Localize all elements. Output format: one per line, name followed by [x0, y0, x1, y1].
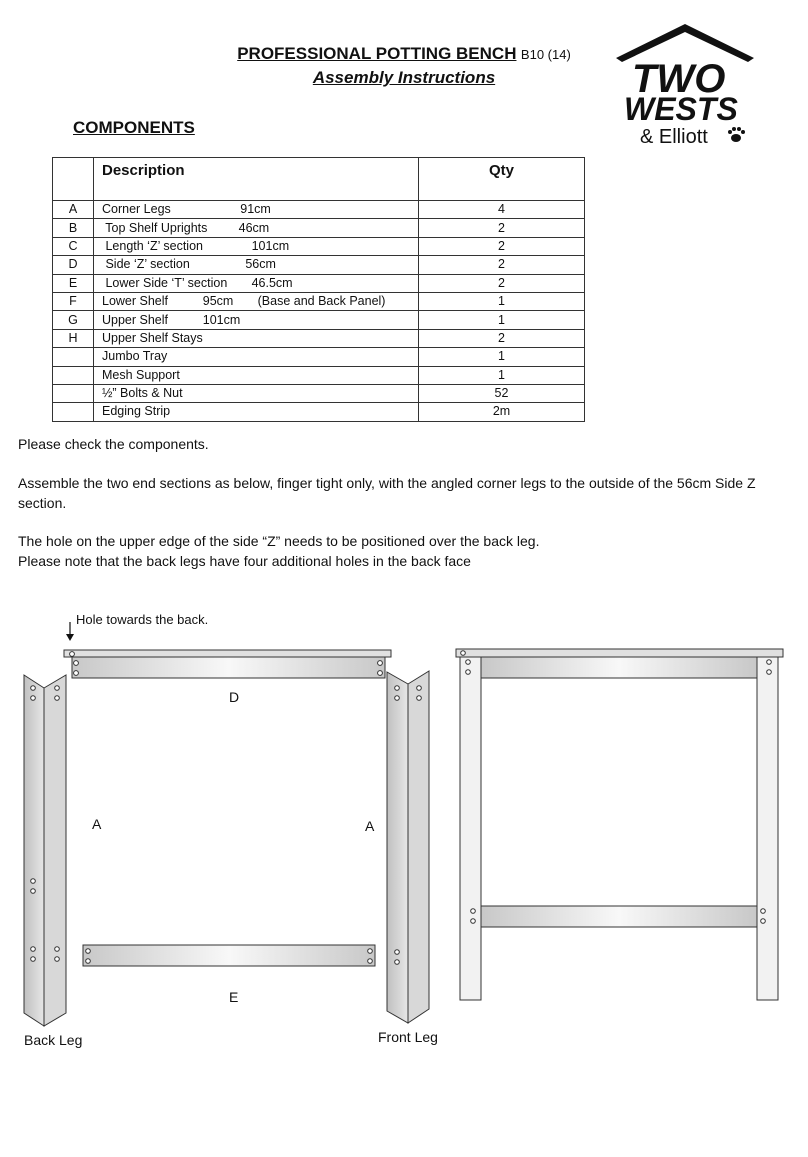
component-qty: 2 [419, 256, 585, 274]
lower-side-t-section-e [83, 945, 375, 966]
brand-logo [612, 22, 758, 150]
product-code: B10 (14) [520, 47, 571, 62]
instruction-hole: The hole on the upper edge of the side “Z” needs to be positioned over the back leg. [18, 533, 540, 549]
component-letter [53, 403, 94, 421]
component-description: Upper Shelf Stays [94, 329, 419, 347]
logo-text-wests: WESTS [624, 91, 738, 127]
table-row [53, 219, 585, 237]
table-row [53, 366, 585, 384]
component-letter: G [53, 311, 94, 329]
label-a-left: A [92, 816, 102, 832]
component-qty: 1 [419, 348, 585, 366]
component-qty: 2 [419, 237, 585, 255]
components-table-body [53, 201, 585, 422]
back-leg-label: Back Leg [24, 1032, 83, 1048]
document-subtitle: Assembly Instructions [312, 68, 496, 87]
component-letter: C [53, 237, 94, 255]
component-description: Top Shelf Uprights 46cm [94, 219, 419, 237]
label-d: D [229, 689, 240, 705]
component-qty: 2m [419, 403, 585, 421]
assembled-end-section [456, 649, 783, 1000]
side-z-section-d [64, 650, 391, 678]
table-row [53, 384, 585, 402]
component-description: Lower Side ‘T’ section 46.5cm [94, 274, 419, 292]
component-qty: 1 [419, 366, 585, 384]
front-leg-label: Front Leg [378, 1029, 438, 1045]
table-row [53, 274, 585, 292]
component-letter: H [53, 329, 94, 347]
hole-note-arrow [66, 622, 74, 641]
component-description: ½” Bolts & Nut [94, 384, 419, 402]
component-letter: F [53, 292, 94, 310]
component-description: Corner Legs 91cm [94, 201, 419, 219]
table-row [53, 292, 585, 310]
hole-note-label: Hole towards the back. [76, 612, 209, 627]
component-qty: 52 [419, 384, 585, 402]
component-qty: 2 [419, 274, 585, 292]
component-qty: 1 [419, 311, 585, 329]
table-row [53, 403, 585, 421]
component-letter [53, 366, 94, 384]
component-letter [53, 348, 94, 366]
component-description: Lower Shelf 95cm (Base and Back Panel) [94, 292, 419, 310]
component-description: Length ‘Z’ section 101cm [94, 237, 419, 255]
header-letter-cell [53, 158, 94, 201]
header-description: Description [94, 158, 419, 201]
component-description: Jumbo Tray [94, 348, 419, 366]
component-description: Side ‘Z’ section 56cm [94, 256, 419, 274]
label-a-right: A [365, 818, 375, 834]
component-description: Edging Strip [94, 403, 419, 421]
back-leg [24, 675, 66, 1026]
table-row [53, 256, 585, 274]
header-qty: Qty [419, 158, 585, 201]
front-leg [387, 671, 429, 1023]
logo-graphic [612, 22, 758, 150]
table-row [53, 329, 585, 347]
component-description: Upper Shelf 101cm [94, 311, 419, 329]
title-text: PROFESSIONAL POTTING BENCH [237, 44, 517, 63]
component-letter: B [53, 219, 94, 237]
component-qty: 1 [419, 292, 585, 310]
assembly-diagram [0, 600, 808, 1060]
components-heading: COMPONENTS [73, 118, 195, 137]
table-header-row [53, 158, 585, 201]
table-row [53, 348, 585, 366]
table-row [53, 237, 585, 255]
instruction-back-legs: Please note that the back legs have four additional holes in the back face [18, 553, 471, 569]
component-letter [53, 384, 94, 402]
paw-icon [728, 127, 745, 142]
label-e: E [229, 989, 239, 1005]
instruction-check: Please check the components. [18, 436, 209, 452]
table-row [53, 201, 585, 219]
component-qty: 2 [419, 219, 585, 237]
logo-text-elliott: & Elliott [640, 126, 708, 148]
table-row [53, 311, 585, 329]
components-table [52, 157, 585, 422]
component-description: Mesh Support [94, 366, 419, 384]
component-letter: D [53, 256, 94, 274]
component-qty: 4 [419, 201, 585, 219]
logo-text-two: TWO [632, 57, 726, 101]
instruction-assemble: Assemble the two end sections as below, finger tight only, with the angled corner legs to the outside of the 56cm Side Z section. [18, 475, 756, 511]
component-letter: A [53, 201, 94, 219]
component-letter: E [53, 274, 94, 292]
component-qty: 2 [419, 329, 585, 347]
